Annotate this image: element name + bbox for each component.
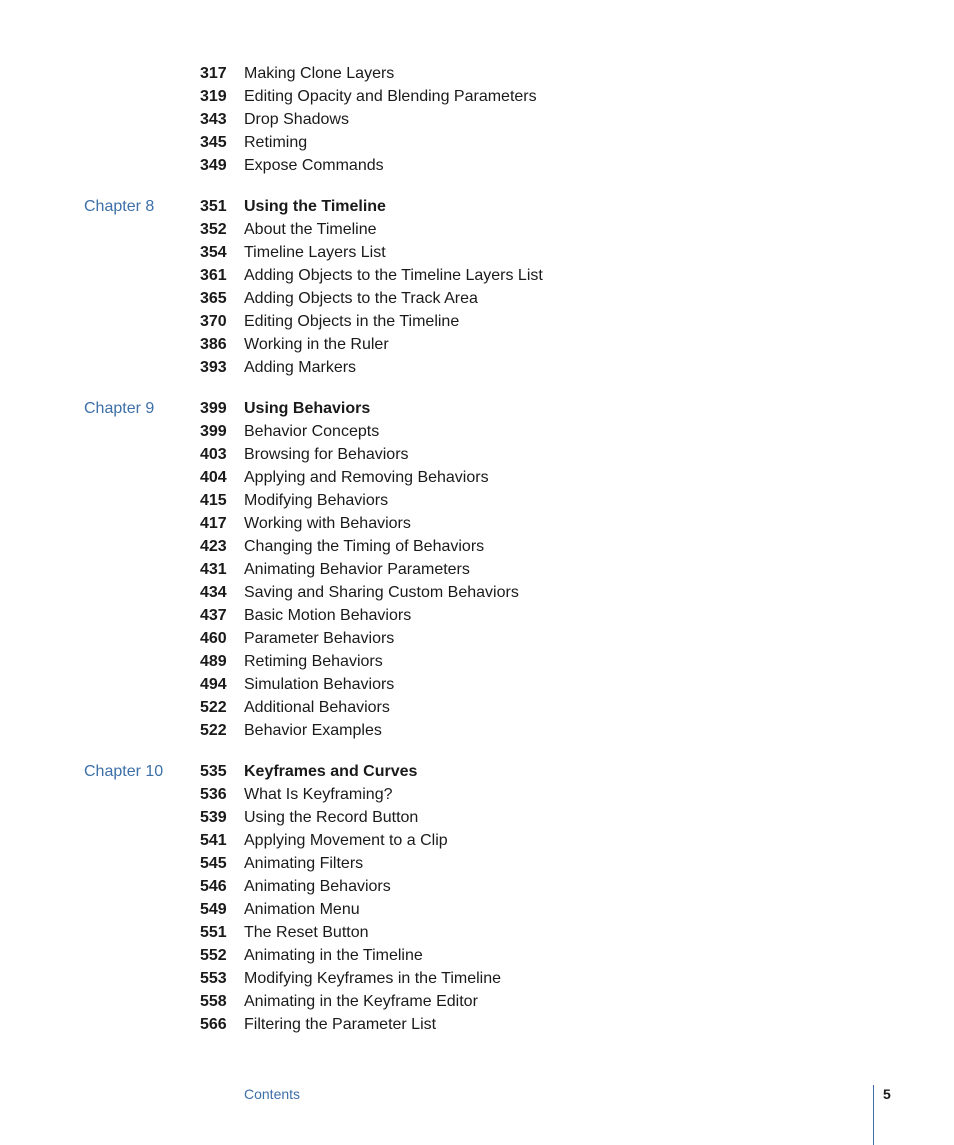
toc-entry[interactable] <box>0 356 954 379</box>
toc-entry[interactable] <box>0 604 954 627</box>
toc-page-number: 522 <box>200 699 227 716</box>
toc-entry-title: Animation Menu <box>244 901 360 918</box>
toc-entry-title: About the Timeline <box>244 221 377 238</box>
toc-page-number: 417 <box>200 515 227 532</box>
toc-entry-title: Keyframes and Curves <box>244 763 418 780</box>
toc-entry[interactable] <box>0 62 954 85</box>
toc-entry[interactable] <box>0 218 954 241</box>
toc-entry-title: Adding Objects to the Timeline Layers List <box>244 267 543 284</box>
toc-chapter-group <box>0 397 954 742</box>
toc-page-number: 399 <box>200 423 227 440</box>
toc-entry-title: Using Behaviors <box>244 400 371 417</box>
toc-entry[interactable] <box>0 875 954 898</box>
toc-entry-title: Adding Markers <box>244 359 357 376</box>
toc-entry[interactable] <box>0 783 954 806</box>
chapter-label: Chapter 8 <box>84 198 155 215</box>
toc-page-number: 415 <box>200 492 227 509</box>
toc-entry[interactable] <box>0 944 954 967</box>
toc-page-number: 536 <box>200 786 227 803</box>
toc-entry-title: Drop Shadows <box>244 111 349 128</box>
toc-entry[interactable] <box>0 443 954 466</box>
toc-page-number: 423 <box>200 538 227 555</box>
toc-entry-title: Animating in the Keyframe Editor <box>244 993 478 1010</box>
toc-entry[interactable] <box>0 990 954 1013</box>
toc-chapter-group <box>0 195 954 379</box>
toc-entry-title: Applying Movement to a Clip <box>244 832 448 849</box>
toc-entry-title: Additional Behaviors <box>244 699 390 716</box>
toc-page-number: 552 <box>200 947 227 964</box>
toc-entry[interactable] <box>0 310 954 333</box>
toc-entry[interactable] <box>0 489 954 512</box>
toc-entry[interactable] <box>0 696 954 719</box>
chapter-label: Chapter 9 <box>84 400 155 417</box>
toc-entry[interactable] <box>0 719 954 742</box>
toc-entry-title: Animating Behavior Parameters <box>244 561 470 578</box>
toc-page-number: 553 <box>200 970 227 987</box>
toc-page-number: 393 <box>200 359 227 376</box>
toc-entry[interactable] <box>0 1013 954 1036</box>
toc-entry[interactable] <box>0 264 954 287</box>
toc-chapter-heading[interactable] <box>0 195 954 218</box>
toc-page-number: 354 <box>200 244 227 261</box>
footer-label: Contents <box>244 1086 301 1102</box>
toc-chapter-group <box>0 62 954 177</box>
toc-entry[interactable] <box>0 650 954 673</box>
toc-entry[interactable] <box>0 420 954 443</box>
toc-page-number: 434 <box>200 584 227 601</box>
toc-entry[interactable] <box>0 287 954 310</box>
toc-page-number: 317 <box>200 65 227 82</box>
toc-entry[interactable] <box>0 154 954 177</box>
footer-divider <box>873 1085 874 1145</box>
toc-page-number: 370 <box>200 313 227 330</box>
toc-entry-title: Editing Objects in the Timeline <box>244 313 460 330</box>
toc-entry-title: Modifying Behaviors <box>244 492 389 509</box>
toc-page-number: 386 <box>200 336 227 353</box>
toc-entry-title: Working in the Ruler <box>244 336 389 353</box>
toc-chapter-heading[interactable] <box>0 397 954 420</box>
toc-entry[interactable] <box>0 333 954 356</box>
toc-entry-title: Applying and Removing Behaviors <box>244 469 489 486</box>
toc-page-number: 539 <box>200 809 227 826</box>
toc-entry-title: Animating in the Timeline <box>244 947 423 964</box>
toc-entry[interactable] <box>0 806 954 829</box>
toc-entry-title: Editing Opacity and Blending Parameters <box>244 88 537 105</box>
toc-page-number: 345 <box>200 134 227 151</box>
toc-entry-title: Simulation Behaviors <box>244 676 395 693</box>
toc-page-number: 535 <box>200 763 227 780</box>
toc-entry-title: Modifying Keyframes in the Timeline <box>244 970 501 987</box>
toc-page-number: 361 <box>200 267 227 284</box>
toc-page-number: 545 <box>200 855 227 872</box>
toc-entry-title: What Is Keyframing? <box>244 786 393 803</box>
toc-page-number: 558 <box>200 993 227 1010</box>
toc-entry[interactable] <box>0 241 954 264</box>
toc-page-number: 404 <box>200 469 227 486</box>
toc-page-number: 549 <box>200 901 227 918</box>
toc-entry-title: Working with Behaviors <box>244 515 411 532</box>
toc-entry-title: Retiming Behaviors <box>244 653 383 670</box>
toc-page-number: 541 <box>200 832 227 849</box>
toc-entry-title: Using the Record Button <box>244 809 419 826</box>
toc-entry-title: Changing the Timing of Behaviors <box>244 538 485 555</box>
toc-page-number: 489 <box>200 653 227 670</box>
toc-entry[interactable] <box>0 967 954 990</box>
toc-entry[interactable] <box>0 852 954 875</box>
toc-entry-title: The Reset Button <box>244 924 369 941</box>
toc-entry[interactable] <box>0 673 954 696</box>
toc-entry-title: Retiming <box>244 134 308 151</box>
chapter-label: Chapter 10 <box>84 763 164 780</box>
toc-entry[interactable] <box>0 512 954 535</box>
toc-entry[interactable] <box>0 131 954 154</box>
toc-page-number: 351 <box>200 198 227 215</box>
toc-entry[interactable] <box>0 829 954 852</box>
toc-entry-title: Behavior Concepts <box>244 423 380 440</box>
table-of-contents <box>0 62 954 1054</box>
toc-page-number: 319 <box>200 88 227 105</box>
toc-page-number: 546 <box>200 878 227 895</box>
toc-page-number: 349 <box>200 157 227 174</box>
toc-page-number: 566 <box>200 1016 227 1033</box>
toc-entry-title: Filtering the Parameter List <box>244 1016 437 1033</box>
toc-entry-title: Behavior Examples <box>244 722 382 739</box>
toc-page-number: 403 <box>200 446 227 463</box>
toc-entry-title: Animating Behaviors <box>244 878 391 895</box>
toc-entry[interactable] <box>0 535 954 558</box>
toc-page-number: 522 <box>200 722 227 739</box>
toc-entry[interactable] <box>0 108 954 131</box>
toc-entry[interactable] <box>0 898 954 921</box>
toc-entry-title: Timeline Layers List <box>244 244 386 261</box>
toc-entry-title: Saving and Sharing Custom Behaviors <box>244 584 519 601</box>
toc-entry[interactable] <box>0 558 954 581</box>
toc-page-number: 352 <box>200 221 227 238</box>
toc-page-number: 494 <box>200 676 227 693</box>
toc-entry[interactable] <box>0 581 954 604</box>
page-number: 5 <box>883 1086 891 1102</box>
toc-entry-title: Making Clone Layers <box>244 65 395 82</box>
toc-page-number: 431 <box>200 561 227 578</box>
toc-entry[interactable] <box>0 85 954 108</box>
toc-entry-title: Using the Timeline <box>244 198 386 215</box>
toc-entry[interactable] <box>0 921 954 944</box>
toc-chapter-heading[interactable] <box>0 760 954 783</box>
toc-page-number: 460 <box>200 630 227 647</box>
toc-page-number: 437 <box>200 607 227 624</box>
toc-entry-title: Adding Objects to the Track Area <box>244 290 478 307</box>
toc-entry-title: Parameter Behaviors <box>244 630 395 647</box>
toc-page-number: 551 <box>200 924 227 941</box>
toc-page-number: 343 <box>200 111 227 128</box>
toc-entry[interactable] <box>0 627 954 650</box>
toc-page-number: 365 <box>200 290 227 307</box>
toc-chapter-group <box>0 760 954 1036</box>
toc-page-number: 399 <box>200 400 227 417</box>
toc-entry-title: Animating Filters <box>244 855 364 872</box>
toc-entry[interactable] <box>0 466 954 489</box>
toc-entry-title: Expose Commands <box>244 157 384 174</box>
toc-entry-title: Browsing for Behaviors <box>244 446 409 463</box>
toc-entry-title: Basic Motion Behaviors <box>244 607 412 624</box>
